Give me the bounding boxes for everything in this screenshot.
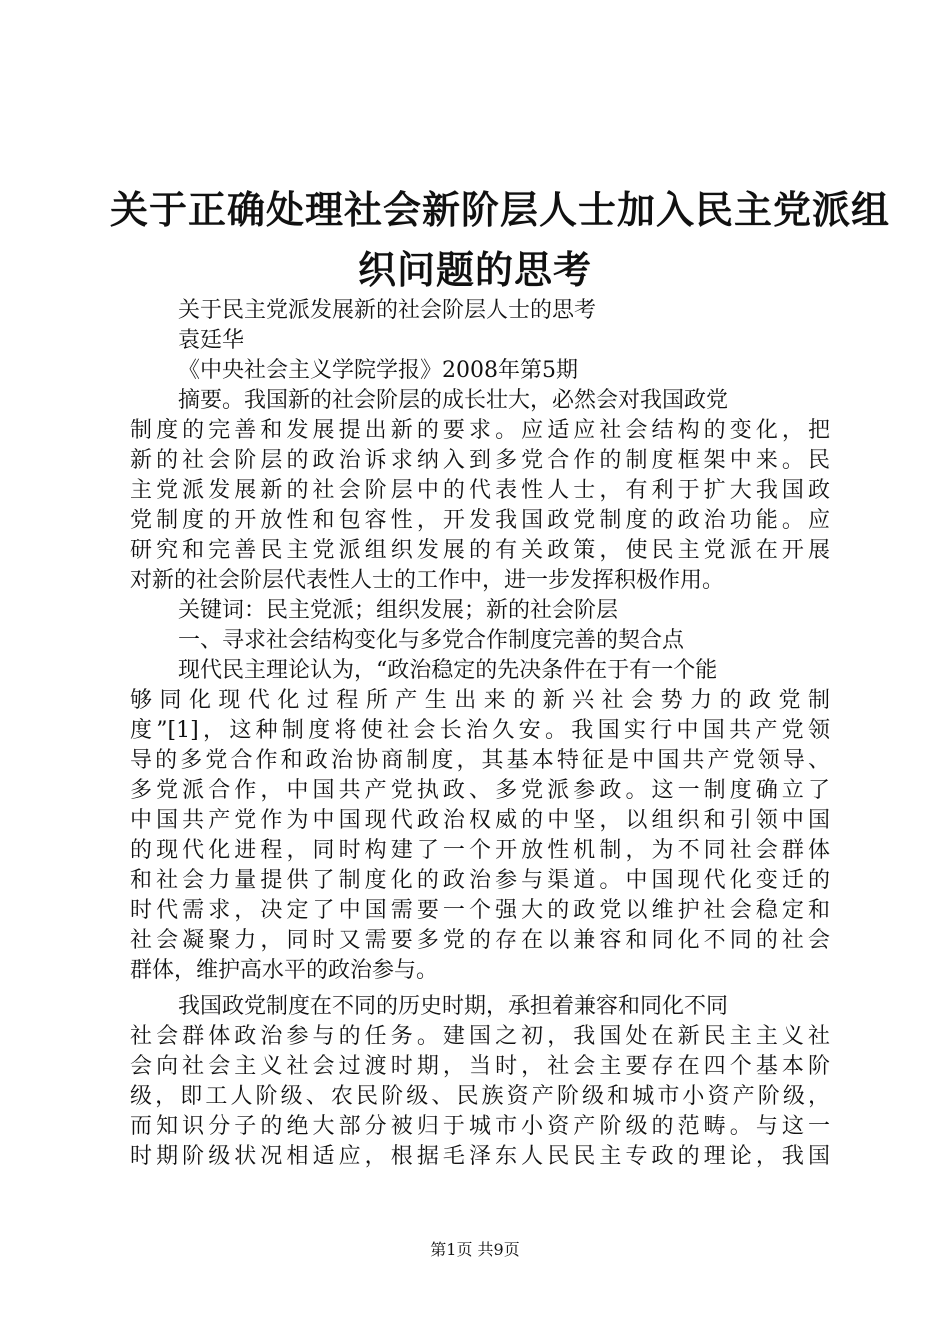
abstract-line: 研究和完善民主党派组织发展的有关政策，使民主党派在开展 <box>130 538 830 563</box>
abstract-line: 党制度的开放性和包容性，开发我国政党制度的政治功能。应 <box>130 508 830 533</box>
paragraph-line: 社会群体政治参与的任务。建国之初，我国处在新民主主义社 <box>130 1024 830 1049</box>
abstract-line: 主党派发展新的社会阶层中的代表性人士，有利于扩大我国政 <box>130 478 830 503</box>
title-line-2: 织问题的思考 <box>357 248 592 292</box>
document-title <box>110 180 891 300</box>
subtitle: 关于民主党派发展新的社会阶层人士的思考 <box>178 298 597 323</box>
section-heading: 一、寻求社会结构变化与多党合作制度完善的契合点 <box>178 628 685 653</box>
paragraph-line: 我国政党制度在不同的历史时期，承担着兼容和同化不同 <box>178 994 729 1019</box>
abstract-line: 摘要。我国新的社会阶层的成长壮大，必然会对我国政党 <box>178 388 729 413</box>
abstract-line: 新的社会阶层的政治诉求纳入到多党合作的制度框架中来。民 <box>130 448 830 473</box>
paragraph-line: 够同化现代化过程所产生出来的新兴社会势力的政党制 <box>130 688 830 713</box>
paragraph-line: 社会凝聚力，同时又需要多党的存在以兼容和同化不同的社会 <box>130 928 830 953</box>
paragraph-line: 时期阶级状况相适应，根据毛泽东人民民主专政的理论，我国 <box>130 1144 830 1169</box>
paragraph-1 <box>130 656 830 986</box>
paragraph-line: 中国共产党作为中国现代政治权威的中坚，以组织和引领中国 <box>130 808 830 833</box>
abstract-line: 制度的完善和发展提出新的要求。应适应社会结构的变化，把 <box>130 418 830 443</box>
paragraph-line: 多党派合作，中国共产党执政、多党派参政。这一制度确立了 <box>130 778 830 803</box>
paragraph-2 <box>130 992 830 1172</box>
paragraph-line: 和社会力量提供了制度化的政治参与渠道。中国现代化变迁的 <box>130 868 830 893</box>
paragraph-line: 现代民主理论认为，“政治稳定的先决条件在于有一个能 <box>178 658 718 683</box>
paragraph-line: 度”[1]，这种制度将使社会长治久安。我国实行中国共产党领 <box>130 718 830 743</box>
author: 袁廷华 <box>178 328 245 353</box>
source: 《中央社会主义学院学报》2008年第5期 <box>178 358 578 383</box>
paragraph-line: 群体，维护高水平的政治参与。 <box>130 958 439 983</box>
page-footer: 第1页 共9页 <box>430 1240 520 1259</box>
title-line-1: 关于正确处理社会新阶层人士加入民主党派组 <box>110 188 891 232</box>
paragraph-line: 会向社会主义社会过渡时期，当时，社会主要存在四个基本阶 <box>130 1054 830 1079</box>
document-body <box>130 296 830 1172</box>
paragraph-line: 级，即工人阶级、农民阶级、民族资产阶级和城市小资产阶级， <box>130 1084 830 1109</box>
paragraph-line: 导的多党合作和政治协商制度，其基本特征是中国共产党领导、 <box>130 748 830 773</box>
paragraph-line: 而知识分子的绝大部分被归于城市小资产阶级的范畴。与这一 <box>130 1114 830 1139</box>
abstract <box>130 386 830 596</box>
abstract-line: 对新的社会阶层代表性人士的工作中，进一步发挥积极作用。 <box>130 568 725 593</box>
keywords: 关键词：民主党派；组织发展；新的社会阶层 <box>178 598 619 623</box>
paragraph-line: 的现代化进程，同时构建了一个开放性机制，为不同社会群体 <box>130 838 830 863</box>
paragraph-line: 时代需求，决定了中国需要一个强大的政党以维护社会稳定和 <box>130 898 830 923</box>
